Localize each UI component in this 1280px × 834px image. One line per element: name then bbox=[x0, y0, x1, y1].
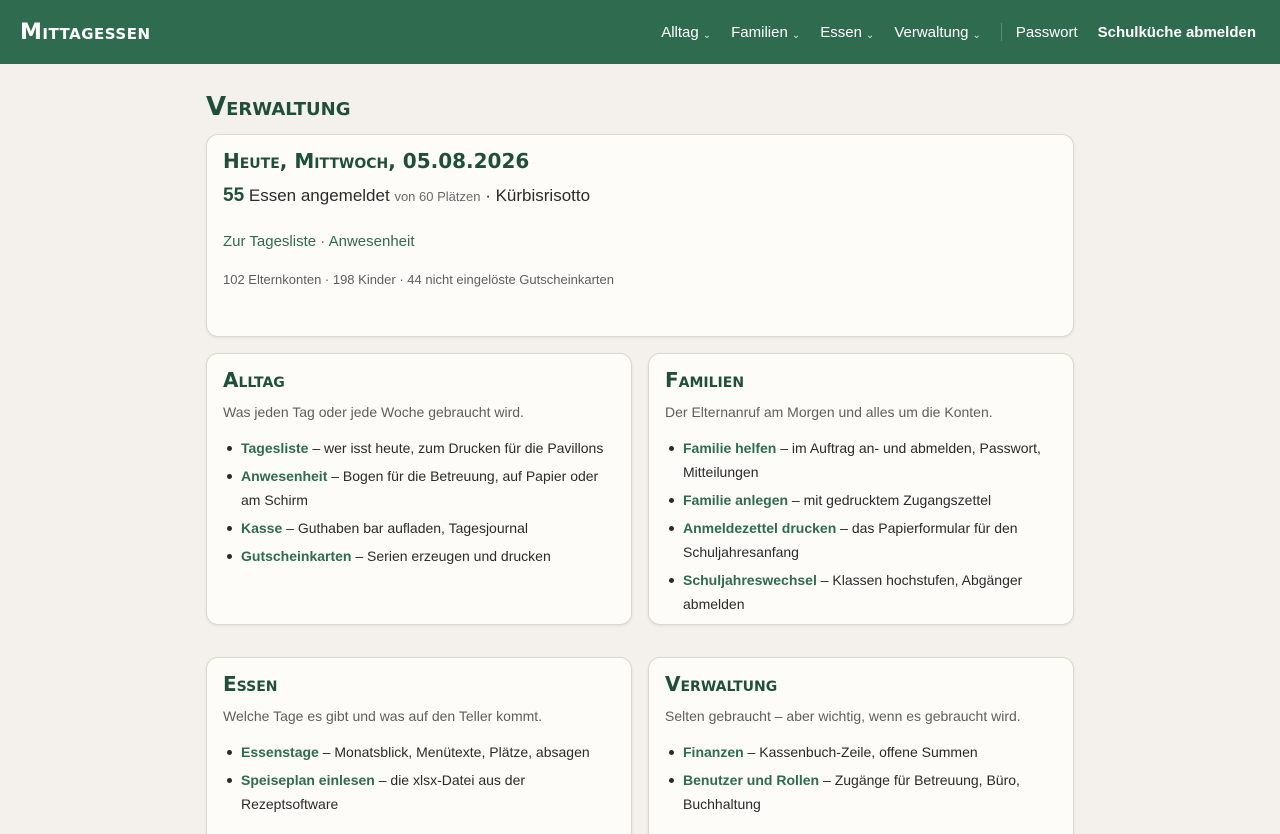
list-item bbox=[683, 768, 1057, 816]
section-grid-bottom bbox=[206, 657, 1074, 834]
nav-menu-essen[interactable] bbox=[820, 24, 874, 41]
nav-menu-label: Familien bbox=[731, 23, 788, 41]
today-summary bbox=[223, 185, 1057, 207]
card-description: Was jeden Tag oder jede Woche gebraucht wird. bbox=[223, 404, 524, 420]
list-item bbox=[241, 516, 615, 540]
item-description: – die xlsx-Datei aus der Rezeptsoftware bbox=[241, 772, 526, 812]
essenstage-link[interactable]: Essenstage bbox=[241, 744, 319, 760]
chevron-down-icon: ⌄ bbox=[865, 29, 875, 41]
daily-list-link[interactable]: Zur Tagesliste bbox=[223, 233, 317, 250]
brand-logo[interactable]: Mittagessen bbox=[20, 19, 151, 45]
essen-card bbox=[206, 657, 632, 834]
item-description: – im Auftrag an- und abmelden, Passwort, Mitteilungen bbox=[683, 440, 1041, 480]
list-item bbox=[683, 740, 1057, 764]
item-description: – Guthaben bar aufladen, Tagesjournal bbox=[282, 520, 528, 536]
capacity-text: von 60 Plätzen bbox=[394, 189, 481, 204]
list-item bbox=[683, 488, 1057, 512]
item-description: – Kassenbuch-Zeile, offene Summen bbox=[743, 744, 978, 760]
alltag-card bbox=[206, 353, 632, 625]
nav-menu-label: Alltag bbox=[661, 23, 699, 41]
link-list bbox=[223, 436, 615, 568]
menu-text: · Kürbisrisotto bbox=[485, 186, 591, 205]
nav-menu-alltag[interactable] bbox=[661, 24, 711, 41]
list-item bbox=[683, 516, 1057, 564]
benutzer-rollen-link[interactable]: Benutzer und Rollen bbox=[683, 772, 820, 788]
nav-menu-label: Essen bbox=[820, 23, 862, 41]
item-description: – Monatsblick, Menütexte, Plätze, absagen bbox=[318, 744, 590, 760]
card-title: Alltag bbox=[223, 368, 285, 392]
meal-count-label: Essen angemeldet bbox=[248, 186, 390, 205]
list-item bbox=[683, 436, 1057, 484]
stats-line: 102 Elternkonten · 198 Kinder · 44 nicht eingelöste Gutscheinkarten bbox=[223, 272, 614, 287]
list-item bbox=[241, 544, 615, 568]
nav-logout-link[interactable]: Schulküche abmelden bbox=[1097, 23, 1256, 41]
nav-divider bbox=[1001, 23, 1002, 41]
chevron-down-icon: ⌄ bbox=[791, 29, 801, 41]
nav-menu-familien[interactable] bbox=[731, 24, 800, 41]
list-item bbox=[683, 568, 1057, 616]
item-description: – Zugänge für Betreuung, Büro, Buchhaltung bbox=[683, 772, 1020, 812]
link-list bbox=[665, 740, 1057, 816]
finanzen-link[interactable]: Finanzen bbox=[683, 744, 744, 760]
list-item bbox=[241, 464, 615, 512]
card-title: Essen bbox=[223, 672, 278, 696]
list-item bbox=[241, 436, 615, 460]
link-list bbox=[223, 740, 615, 816]
kasse-link[interactable]: Kasse bbox=[241, 520, 283, 536]
nav-password-link[interactable]: Passwort bbox=[1015, 23, 1078, 41]
item-description: – wer isst heute, zum Drucken für die Pavillons bbox=[308, 440, 604, 456]
list-item bbox=[241, 768, 615, 816]
nav-menu-label: Verwaltung bbox=[894, 23, 969, 41]
item-description: – mit gedrucktem Zugangszettel bbox=[788, 492, 992, 508]
tagesliste-link[interactable]: Tagesliste bbox=[241, 440, 309, 456]
item-description: – das Papierformular für den Schuljahresanfang bbox=[683, 520, 1018, 560]
section-grid-top bbox=[206, 353, 1074, 625]
familie-helfen-link[interactable]: Familie helfen bbox=[683, 440, 777, 456]
page-title: Verwaltung bbox=[206, 92, 351, 122]
anmeldezettel-link[interactable]: Anmeldezettel drucken bbox=[683, 520, 837, 536]
today-heading: Heute, Mittwoch, 05.08.2026 bbox=[223, 149, 530, 173]
familie-anlegen-link[interactable]: Familie anlegen bbox=[683, 492, 789, 508]
card-description: Selten gebraucht – aber wichtig, wenn es gebraucht wird. bbox=[665, 708, 1021, 724]
schuljahreswechsel-link[interactable]: Schuljahreswechsel bbox=[683, 572, 817, 588]
meal-count: 55 bbox=[223, 185, 245, 206]
chevron-down-icon: ⌄ bbox=[972, 29, 981, 41]
item-description: – Bogen für die Betreuung, auf Papier oder am Schirm bbox=[241, 468, 599, 508]
card-title: Verwaltung bbox=[665, 672, 778, 696]
top-navbar bbox=[0, 0, 1280, 64]
chevron-down-icon: ⌄ bbox=[702, 29, 712, 41]
link-separator: · bbox=[320, 233, 326, 250]
list-item bbox=[241, 740, 615, 764]
card-description: Welche Tage es gibt und was auf den Teller kommt. bbox=[223, 708, 543, 724]
gutscheinkarten-link[interactable]: Gutscheinkarten bbox=[241, 548, 352, 564]
card-description: Der Elternanruf am Morgen und alles um die Konten. bbox=[665, 404, 993, 420]
card-title: Familien bbox=[665, 368, 745, 392]
link-list bbox=[665, 436, 1057, 616]
attendance-link[interactable]: Anwesenheit bbox=[328, 233, 415, 250]
today-links bbox=[223, 233, 1057, 250]
anwesenheit-link[interactable]: Anwesenheit bbox=[241, 468, 328, 484]
main-content bbox=[206, 64, 1074, 834]
main-nav bbox=[641, 23, 1256, 41]
verwaltung-card bbox=[648, 657, 1074, 834]
item-description: – Serien erzeugen und drucken bbox=[351, 548, 551, 564]
speiseplan-link[interactable]: Speiseplan einlesen bbox=[241, 772, 375, 788]
familien-card bbox=[648, 353, 1074, 625]
nav-menu-verwaltung[interactable] bbox=[894, 24, 981, 41]
today-card bbox=[206, 134, 1074, 337]
item-description: – Klassen hochstufen, Abgänger abmelden bbox=[683, 572, 1023, 612]
